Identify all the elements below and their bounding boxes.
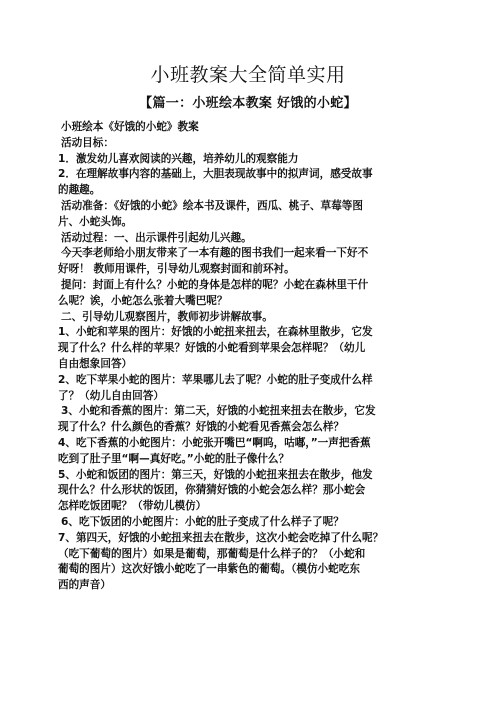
body-line: 现什么？什么形状的饭团，你猜猜好饿的小蛇会怎么样？那小蛇会 bbox=[58, 484, 366, 497]
body-line: 西的声音） bbox=[58, 579, 111, 592]
body-line: 葡萄的图片）这次好饿小蛇吃了一串紫色的葡萄。（模仿小蛇吃东 bbox=[58, 563, 360, 576]
body-line: 怎样吃饭团呢？（带幼儿模仿） bbox=[58, 500, 207, 513]
body-line: 小班绘本《好饿的小蛇》教案 bbox=[61, 121, 199, 133]
document-body bbox=[58, 120, 450, 594]
document-subtitle: 【篇一：小班绘本教案 好饿的小蛇】 bbox=[139, 96, 357, 111]
body-line: 7、第四天，好饿的小蛇扭来扭去在散步，这次小蛇会吃掉了什么呢？ bbox=[58, 531, 384, 544]
body-line: 了？（幼儿自由回答） bbox=[58, 389, 164, 402]
document-title: 小班教案大全简单实用 bbox=[150, 64, 346, 86]
body-line: 2．在理解故事内容的基础上，大胆表现故事中的拟声词，感受故事 bbox=[58, 168, 373, 181]
body-line: 吃到了肚子里“啊—真好吃。”小蛇的肚子像什么？ bbox=[58, 452, 290, 465]
body-line: 好呀！ 教师用课件，引导幼儿观察封面和前环衬。 bbox=[58, 263, 295, 276]
body-line: 的趣趣。 bbox=[58, 184, 101, 197]
body-line: 1．激发幼儿喜欢阅读的兴趣，培养幼儿的观察能力 bbox=[58, 152, 299, 165]
body-line: 片、小蛇头饰。 bbox=[58, 215, 133, 228]
body-line: （吃下葡萄的图片）如果是葡萄，那葡萄是什么样子的？（小蛇和 bbox=[58, 547, 366, 560]
body-line: 今天李老师给小朋友带来了一本有趣的图书我们一起来看一下好不 bbox=[61, 247, 369, 260]
body-line: 6、吃下饭团的小蛇图片：小蛇的肚子变成了什么样子了呢？ bbox=[61, 515, 344, 528]
body-line: 3、小蛇和香蕉的图片：第二天，好饿的小蛇扭来扭去在散步，它发 bbox=[61, 405, 376, 418]
body-line: 自由想象回答） bbox=[58, 357, 133, 370]
body-line: 2、吃下苹果小蛇的图片：苹果哪儿去了呢？小蛇的肚子变成什么样 bbox=[58, 373, 373, 386]
body-line: 5、小蛇和饭团的图片：第三天，好饿的小蛇扭来扭去在散步，他发 bbox=[58, 468, 373, 481]
body-line: 现了什么？什么样的苹果？好饿的小蛇看到苹果会怎样呢？（幼儿 bbox=[58, 342, 366, 355]
body-line: 么呢？诶，小蛇怎么张着大嘴巴呢？ bbox=[58, 294, 228, 307]
body-line: 现了什么？什么颜色的香蕉？好饿的小蛇看见香蕉会怎么样？ bbox=[58, 421, 345, 434]
body-line: 4、吃下香蕉的小蛇图片：小蛇张开嘴巴“啊呜，咕嘟，”一声把香蕉 bbox=[58, 436, 371, 449]
body-line: 活动准备：《好饿的小蛇》绘本书及课件，西瓜、桃子、草莓等图 bbox=[61, 199, 363, 212]
body-line: 活动目标： bbox=[61, 136, 114, 149]
body-line: 1、小蛇和苹果的图片：好饿的小蛇扭来扭去，在森林里散步，它发 bbox=[58, 326, 373, 339]
body-line: 提问：封面上有什么？小蛇的身体是怎样的呢？小蛇在森林里干什 bbox=[61, 278, 369, 291]
body-line: 活动过程：一、出示课件引起幼儿兴趣。 bbox=[61, 231, 252, 244]
body-line: 二、引导幼儿观察图片，教师初步讲解故事。 bbox=[61, 310, 273, 323]
